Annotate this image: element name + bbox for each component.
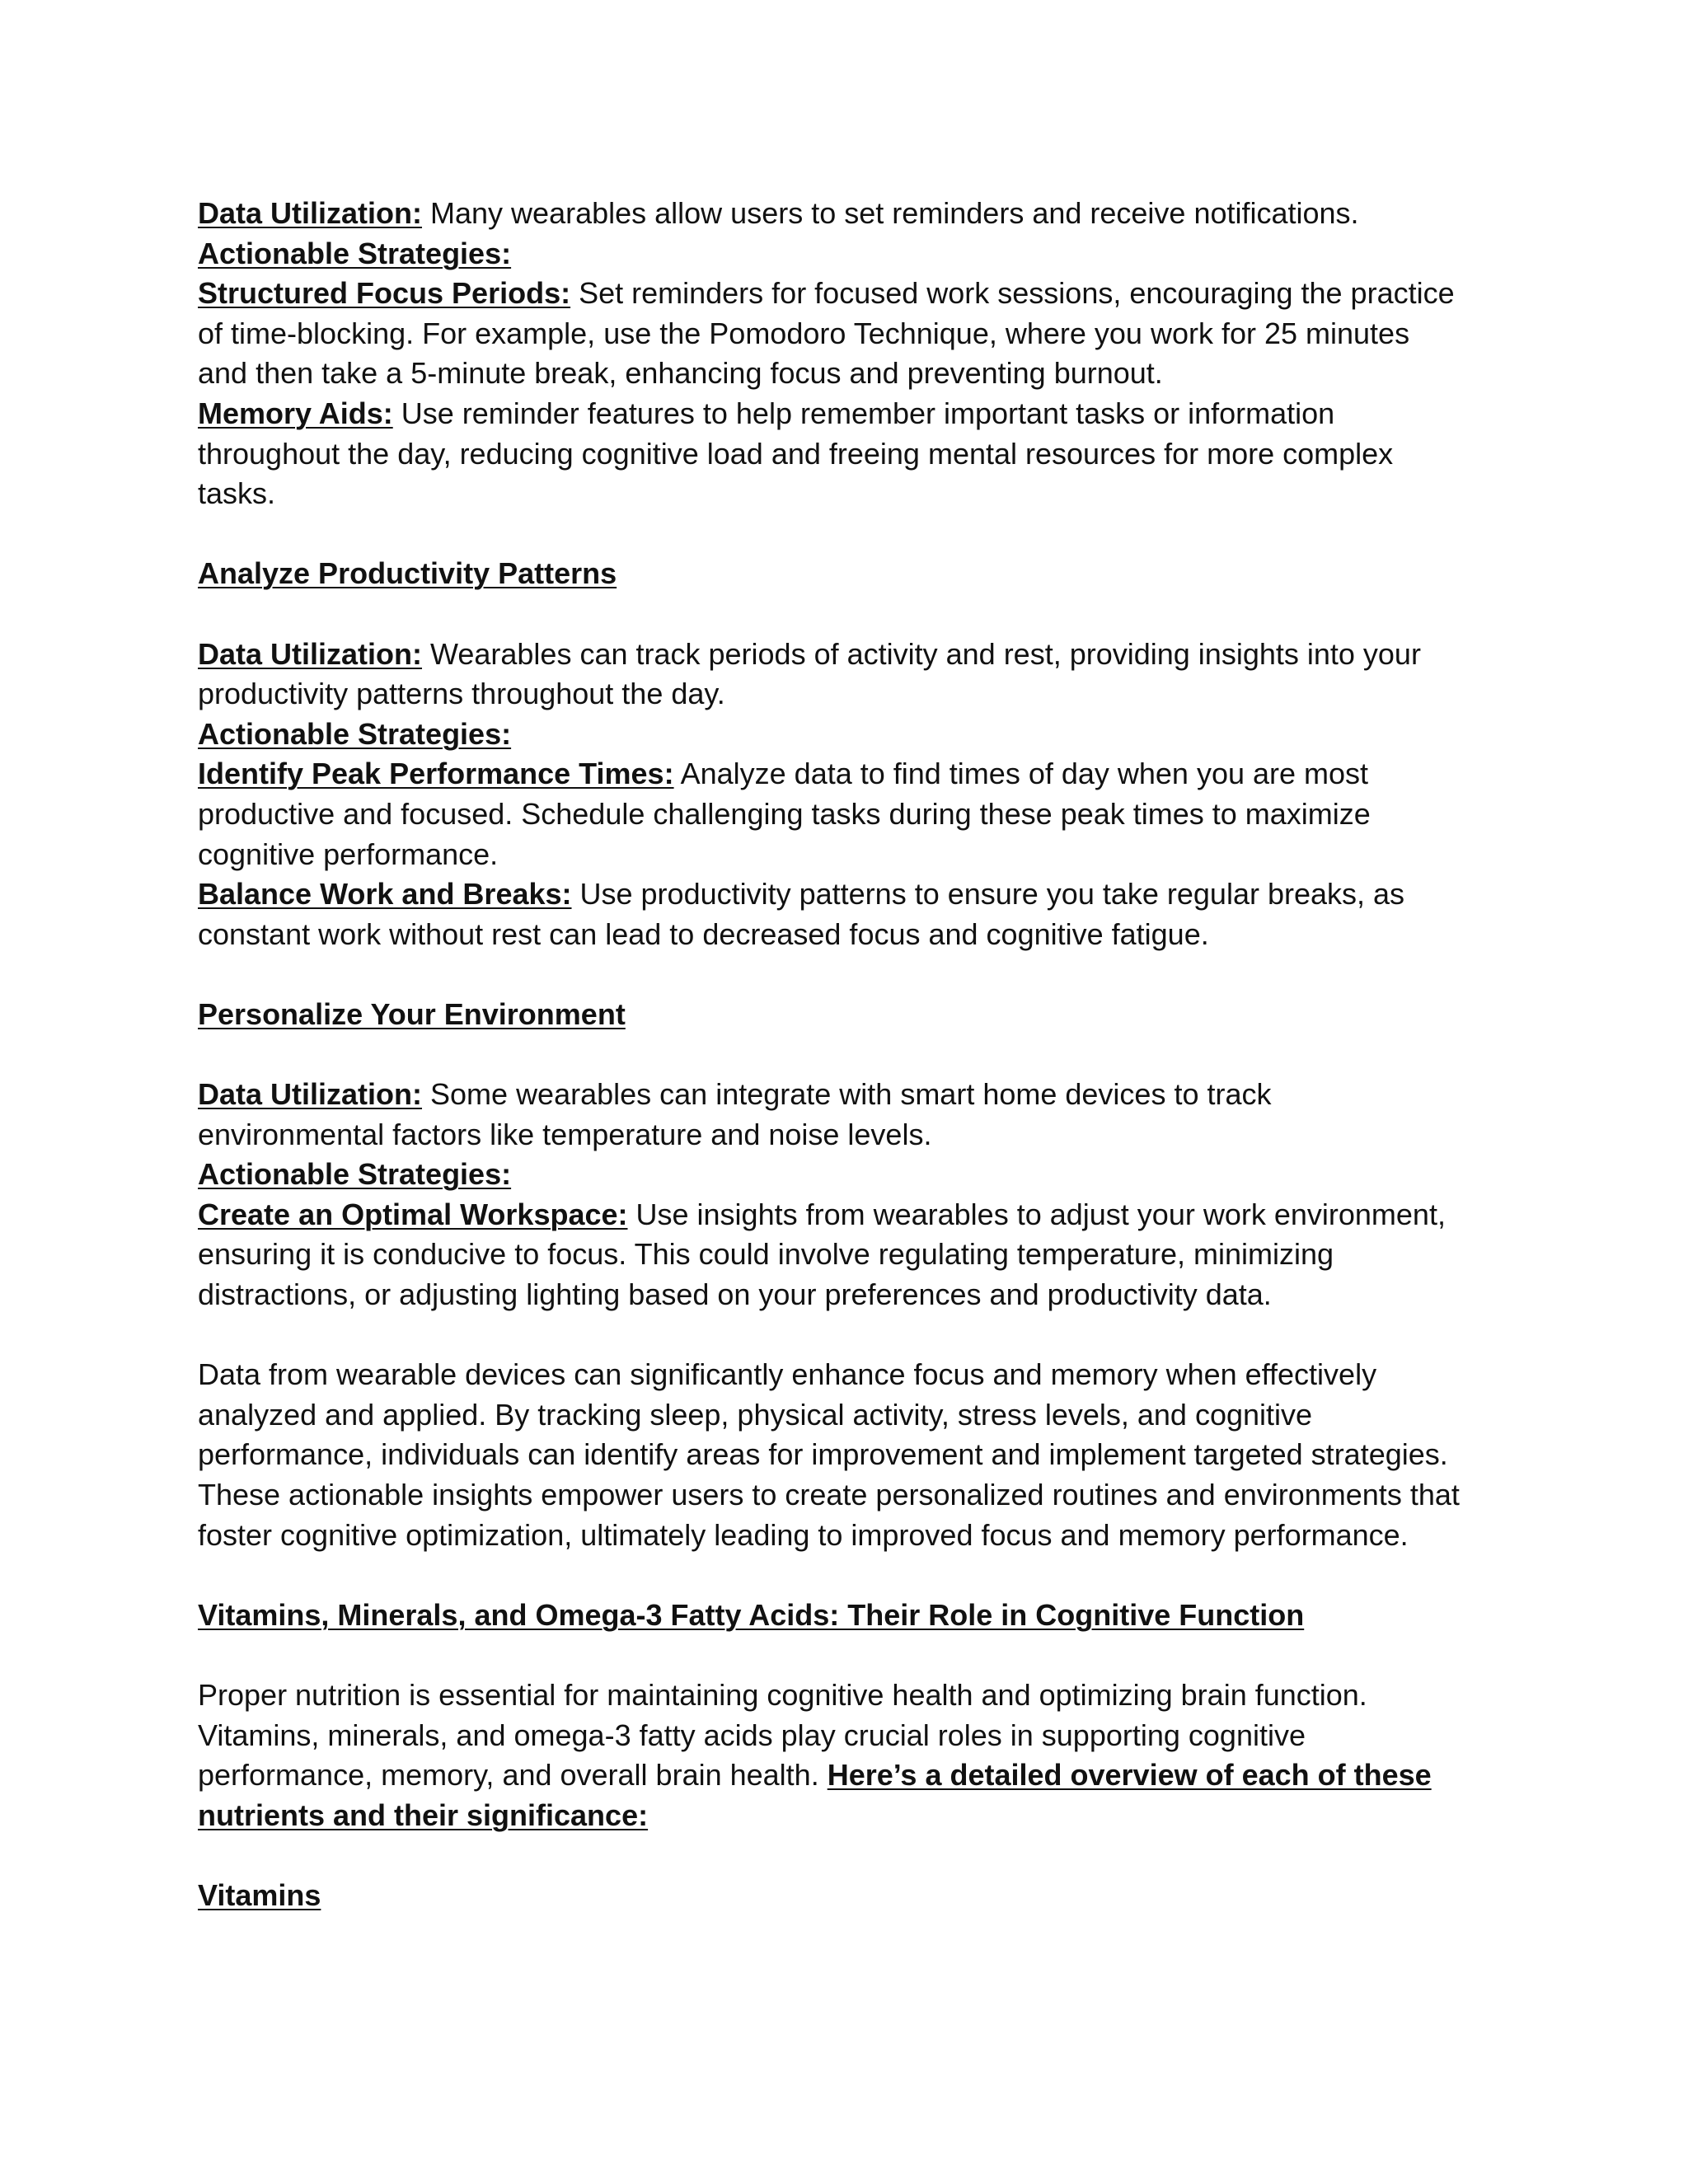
summary-line: performance, individuals can identify areas for improvement and implement targeted strategies. bbox=[198, 1437, 1448, 1472]
balance-work-paragraph bbox=[198, 874, 1500, 915]
summary-line: analyzed and applied. By tracking sleep, physical activity, stress levels, and cognitive bbox=[198, 1397, 1313, 1432]
heading-text: Actionable Strategies: bbox=[198, 236, 512, 270]
paragraph-line: productive and focused. Schedule challenging tasks during these peak times to maximize bbox=[198, 796, 1371, 831]
spacer bbox=[198, 954, 1500, 995]
paragraph-text: Analyze data to find times of day when you are most bbox=[673, 757, 1369, 791]
memory-aids-paragraph bbox=[198, 394, 1500, 434]
section-heading-productivity bbox=[198, 554, 1500, 594]
heading-text: Actionable Strategies: bbox=[198, 716, 512, 751]
paragraph-text: performance, memory, and overall brain health. bbox=[198, 1758, 828, 1793]
paragraph-line: distractions, or adjusting lighting based on your preferences and productivity data. bbox=[198, 1277, 1272, 1312]
spacer bbox=[198, 1034, 1500, 1075]
data-utilization-label: Data Utilization: bbox=[198, 636, 423, 671]
paragraph-line: of time-blocking. For example, use the Pomodoro Technique, where you work for 25 minutes bbox=[198, 316, 1410, 350]
nutrition-intro-line bbox=[198, 1796, 1500, 1836]
paragraph-text: Wearables can track periods of activity and rest, providing insights into your bbox=[422, 636, 1421, 671]
paragraph-text: Many wearables allow users to set reminders and receive notifications. bbox=[422, 196, 1359, 230]
spacer bbox=[198, 1835, 1500, 1876]
heading-text: Analyze Productivity Patterns bbox=[198, 556, 617, 591]
paragraph-text: Use reminder features to help remember important tasks or information bbox=[392, 396, 1335, 430]
paragraph-line: productivity patterns throughout the day. bbox=[198, 677, 725, 711]
paragraph-text: Set reminders for focused work sessions, encouraging the practice bbox=[570, 276, 1455, 311]
section-heading-nutrition bbox=[198, 1596, 1500, 1636]
spacer bbox=[198, 1635, 1500, 1675]
data-utilization-label: Data Utilization: bbox=[198, 1077, 423, 1112]
balance-work-label: Balance Work and Breaks: bbox=[198, 877, 572, 912]
paragraph-line: Proper nutrition is essential for maintaining cognitive health and optimizing brain function. bbox=[198, 1677, 1367, 1712]
heading-text: Personalize Your Environment bbox=[198, 996, 626, 1031]
heading-text: Vitamins, Minerals, and Omega-3 Fatty Acids: Their Role in Cognitive Function bbox=[198, 1597, 1305, 1632]
paragraph-line: environmental factors like temperature and noise levels. bbox=[198, 1117, 932, 1151]
section-heading-environment bbox=[198, 995, 1500, 1035]
spacer bbox=[198, 594, 1500, 635]
paragraph-text: Use productivity patterns to ensure you take regular breaks, as bbox=[571, 877, 1405, 912]
heading-text: Actionable Strategies: bbox=[198, 1157, 512, 1192]
paragraph-line: throughout the day, reducing cognitive load and freeing mental resources for more complex bbox=[198, 436, 1394, 471]
spacer bbox=[198, 514, 1500, 555]
overview-emphasis: nutrients and their significance: bbox=[198, 1797, 649, 1832]
spacer bbox=[198, 1315, 1500, 1356]
actionable-strategies-heading bbox=[198, 234, 1500, 274]
heading-text: Vitamins bbox=[198, 1877, 321, 1912]
optimal-workspace-label: Create an Optimal Workspace: bbox=[198, 1197, 628, 1231]
document-page bbox=[198, 194, 1500, 1916]
paragraph-text: Use insights from wearables to adjust your work environment, bbox=[627, 1197, 1446, 1231]
vitamins-heading bbox=[198, 1876, 1500, 1916]
structured-focus-paragraph bbox=[198, 274, 1500, 314]
overview-emphasis: Here’s a detailed overview of each of these bbox=[827, 1758, 1432, 1793]
paragraph-line: constant work without rest can lead to decreased focus and cognitive fatigue. bbox=[198, 916, 1209, 951]
memory-aids-label: Memory Aids: bbox=[198, 396, 393, 430]
summary-line: Data from wearable devices can significantly enhance focus and memory when effectively bbox=[198, 1357, 1377, 1392]
peak-performance-label: Identify Peak Performance Times: bbox=[198, 757, 674, 791]
structured-focus-label: Structured Focus Periods: bbox=[198, 276, 571, 311]
paragraph-line: cognitive performance. bbox=[198, 837, 499, 871]
data-utilization-paragraph bbox=[198, 194, 1500, 234]
paragraph-line: tasks. bbox=[198, 476, 276, 511]
peak-performance-paragraph bbox=[198, 754, 1500, 794]
spacer bbox=[198, 1555, 1500, 1596]
paragraph-line: Vitamins, minerals, and omega-3 fatty acids play crucial roles in supporting cognitive bbox=[198, 1718, 1306, 1752]
data-utilization-paragraph bbox=[198, 635, 1500, 675]
optimal-workspace-paragraph bbox=[198, 1195, 1500, 1235]
actionable-strategies-heading bbox=[198, 715, 1500, 755]
summary-line: These actionable insights empower users to create personalized routines and environments that bbox=[198, 1478, 1460, 1511]
paragraph-line: ensuring it is conducive to focus. This could involve regulating temperature, minimizing bbox=[198, 1237, 1334, 1272]
actionable-strategies-heading bbox=[198, 1155, 1500, 1195]
data-utilization-label: Data Utilization: bbox=[198, 196, 423, 230]
paragraph-line: and then take a 5-minute break, enhancing focus and preventing burnout. bbox=[198, 356, 1163, 391]
summary-line: foster cognitive optimization, ultimately leading to improved focus and memory performance. bbox=[198, 1517, 1409, 1552]
nutrition-intro-line bbox=[198, 1755, 1500, 1796]
paragraph-text: Some wearables can integrate with smart home devices to track bbox=[422, 1077, 1272, 1112]
data-utilization-paragraph bbox=[198, 1075, 1500, 1115]
